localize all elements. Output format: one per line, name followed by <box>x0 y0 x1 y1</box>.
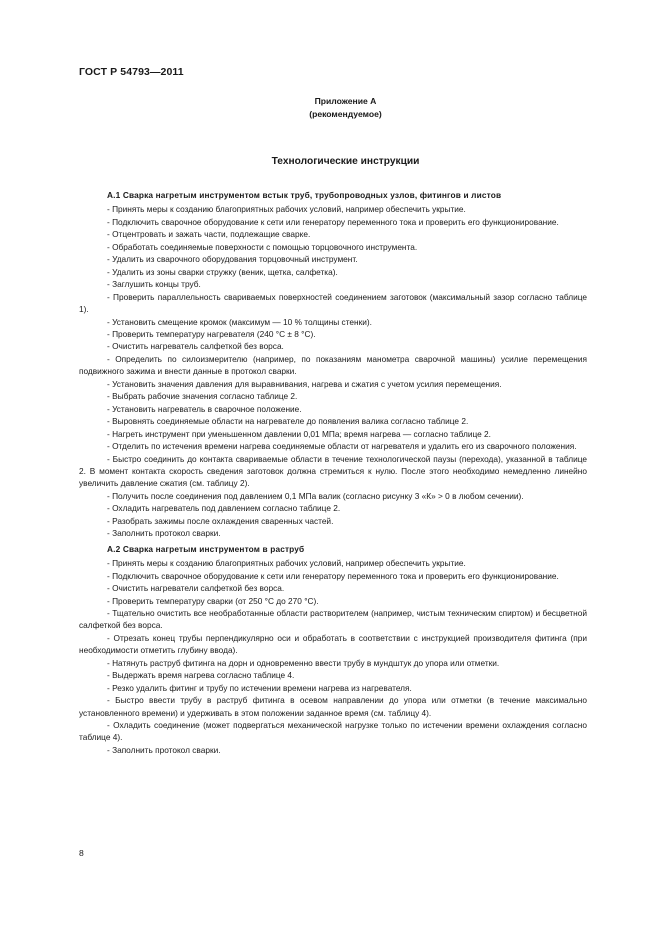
instruction-item: - Установить нагреватель в сварочное положение. <box>107 403 302 414</box>
main-title: Технологические инструкции <box>271 156 420 167</box>
instruction-item: - Принять меры к созданию благоприятных рабочих условий, например обеспечить укрытие. <box>107 204 466 215</box>
instruction-item: - Отделить по истечения времени нагрева соединяемые области от нагревателя и удалить его из сварочного положения. <box>107 441 577 452</box>
instruction-list <box>79 557 587 756</box>
section-heading: А.2 Сварка нагретым инструментом в раструб <box>107 543 305 554</box>
instruction-item: - Обработать соединяемые поверхности с помощью торцовочного инструмента. <box>107 241 418 252</box>
instruction-item: - Удалить из сварочного оборудования торцовочный инструмент. <box>107 254 358 265</box>
instruction-item: - Получить после соединения под давлением 0,1 МПа валик (согласно рисунку 3 «К» > 0 в любом сечении). <box>107 490 524 501</box>
instruction-item: - Выбрать рабочие значения согласно таблице 2. <box>107 391 298 402</box>
instruction-item: - Выровнять соединяемые области на нагревателе до появления валика согласно таблице 2. <box>107 416 469 427</box>
instruction-item: - Удалить из зоны сварки стружку (веник, щетка, салфетка). <box>107 266 338 277</box>
instruction-item: - Отрезать конец трубы перпендикулярно оси и обработать в соответствии с инструкцией производителя фитинга (при необходимости отметить глубину ввода). <box>79 632 587 656</box>
instruction-item: - Резко удалить фитинг и трубу по истечении времени нагрева из нагревателя. <box>107 682 412 693</box>
instruction-item: - Заглушить концы труб. <box>107 279 201 290</box>
instruction-item: - Быстро соединить до контакта свариваемые области в течение технологической паузы (перехода), указанной в таблице 2. В момент контакта скорость сведения заготовок должна стремиться к нулю. После этого необходимо немедленно линейно увеличить давление сжатия (см. таблицу 2). <box>79 453 587 489</box>
instruction-item: - Установить значения давления для выравнивания, нагрева и сжатия с учетом усилия перемещения. <box>107 378 502 389</box>
instruction-item: - Заполнить протокол сварки. <box>107 528 221 539</box>
instruction-item: - Очистить нагреватель салфеткой без ворса. <box>107 341 284 352</box>
instruction-item: - Разобрать зажимы после охлаждения сваренных частей. <box>107 515 334 526</box>
annex-status: (рекомендуемое) <box>309 109 382 119</box>
instruction-item: - Принять меры к созданию благоприятных рабочих условий, например обеспечить укрытие. <box>107 558 466 569</box>
instruction-item: - Установить смещение кромок (максимум — 10 % толщины стенки). <box>107 316 372 327</box>
instruction-item: - Подключить сварочное оборудование к сети или генератору переменного тока и проверить его функционирование. <box>107 216 559 227</box>
instruction-item: - Нагреть инструмент при уменьшенном давлении 0,01 МПа; время нагрева — согласно таблице 2. <box>107 428 491 439</box>
instruction-item: - Охладить нагреватель под давлением согласно таблице 2. <box>107 503 341 514</box>
instruction-item: - Охладить соединение (может подвергаться механической нагрузке только по истечении времени охлаждения согласно таблице 4). <box>79 720 587 743</box>
instruction-item: - Проверить температуру нагревателя (240 °С ± 8 °С). <box>107 328 316 339</box>
section-a1 <box>79 189 587 540</box>
section-heading: А.1 Сварка нагретым инструментом встык труб, трубопроводных узлов, фитингов и листов <box>107 190 502 200</box>
instruction-item: - Быстро ввести трубу в раструб фитинга в осевом направлении до упора или отметки (в течение максимально установленного времени) и удерживать в этом положении заданное время (см. таблицу 4). <box>79 695 587 718</box>
document-code: ГОСТ Р 54793—2011 <box>79 66 184 78</box>
section-a2 <box>79 543 587 757</box>
instruction-item: - Выдержать время нагрева согласно таблице 4. <box>107 670 295 681</box>
document-body <box>79 189 587 756</box>
instruction-item: - Отцентровать и зажать части, подлежащие сварке. <box>107 229 311 240</box>
instruction-list <box>79 203 587 539</box>
instruction-item: - Определить по силоизмерителю (например, по показаниям манометра сварочной машины) усилие перемещения подвижного зажима и внести данные в протокол сварки. <box>79 353 587 377</box>
instruction-item: - Заполнить протокол сварки. <box>107 744 221 755</box>
instruction-item: - Подключить сварочное оборудование к сети или генератору переменного тока и проверить его функционирование. <box>107 570 559 581</box>
page-number: 8 <box>79 848 84 858</box>
annex-title: Приложение А <box>314 96 377 106</box>
instruction-item: - Проверить параллельность свариваемых поверхностей соединением заготовок (максимальный зазор согласно таблице 1). <box>79 291 587 315</box>
instruction-item: - Очистить нагреватели салфеткой без ворса. <box>107 583 285 594</box>
instruction-item: - Проверить температуру сварки (от 250 °С до 270 °С). <box>107 595 319 606</box>
instruction-item: - Натянуть раструб фитинга на дорн и одновременно ввести трубу в мундштук до упора или отметки. <box>107 657 500 668</box>
instruction-item: - Тщательно очистить все необработанные области растворителем (например, чистым техническим спиртом) и бесцветной салфеткой без ворса. <box>79 607 587 631</box>
